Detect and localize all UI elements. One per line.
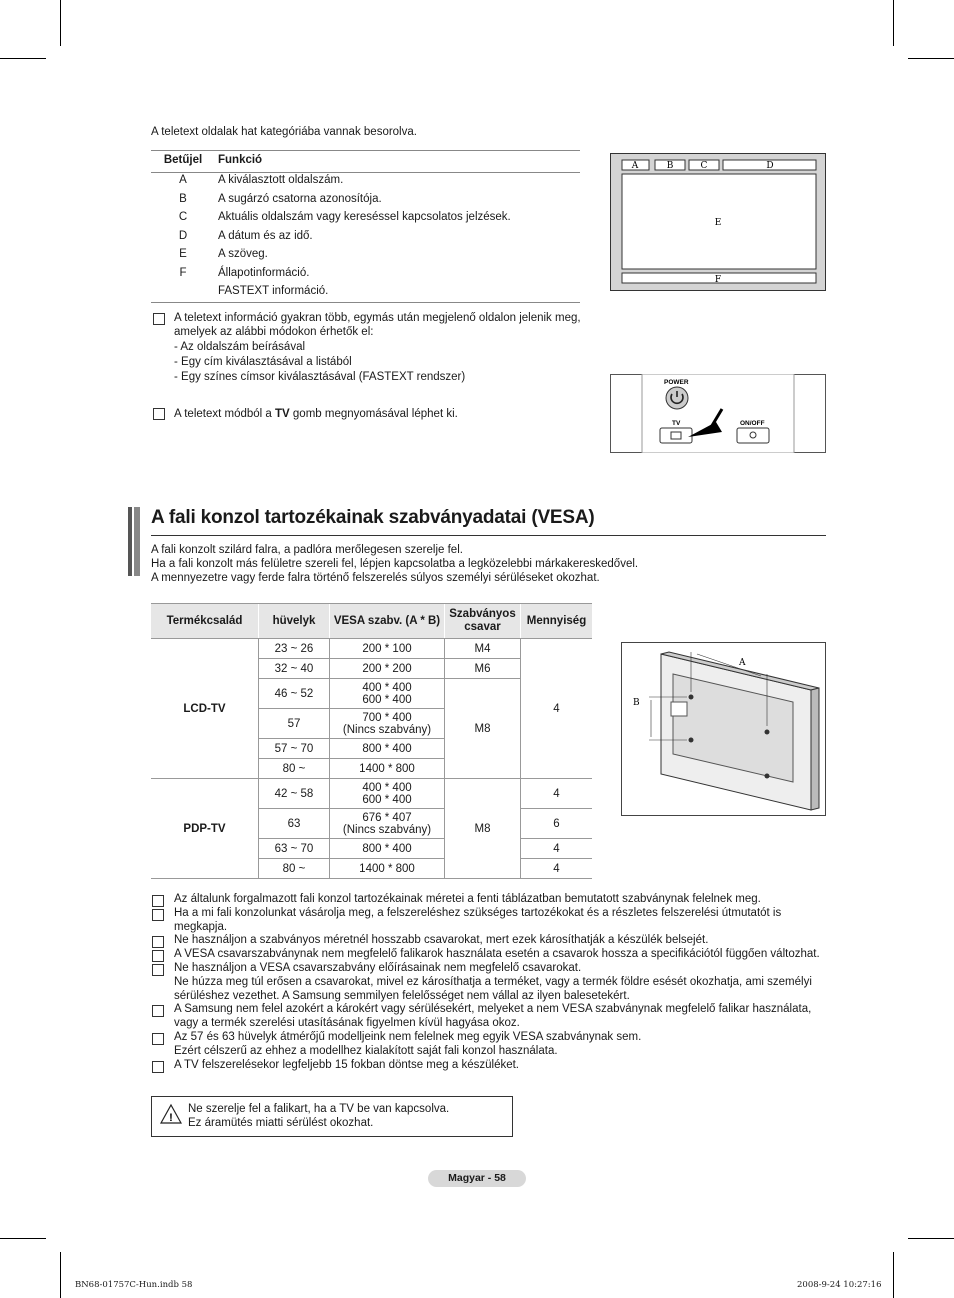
table-row: A A kiválasztott oldalszám. <box>179 174 344 186</box>
table-row: 46 ~ 52 400 * 400 600 * 400 M8 <box>151 679 592 709</box>
table-row: PDP-TV 42 ~ 58 400 * 400 600 * 400 M8 4 <box>151 779 592 809</box>
power-button <box>666 387 688 409</box>
crop-mark <box>0 1238 46 1239</box>
table-row: C Aktuális oldalszám vagy kereséssel kapcsolatos jelzések. <box>178 211 511 223</box>
table-row: B A sugárzó csatorna azonosítója. <box>179 192 382 205</box>
note-icon <box>152 895 164 907</box>
label-a: A <box>631 161 639 171</box>
crop-mark <box>60 0 61 46</box>
warning-box: ! Ne szerelje fel a falikart, ha a TV be van kapcsolva. Ez áramütés miatti sérülést okozhat. <box>151 1096 513 1137</box>
crop-mark <box>908 58 954 59</box>
notes-list <box>174 893 826 1072</box>
teletext-letter-table <box>151 150 580 297</box>
note-icon <box>153 313 165 325</box>
warning-icon <box>160 1103 182 1125</box>
header-screw: Szabványos csavar <box>445 604 521 639</box>
tv-back-diagram <box>621 642 826 816</box>
title-bar <box>134 507 140 576</box>
note-item: Az általunk forgalmazott fali konzol tartozékainak méretei a fenti táblázatban bemutatott szabványnak felelnek meg. <box>174 893 826 907</box>
section-intro: A fali konzolt szilárd falra, a padlóra merőlegesen szerelje fel. Ha a fali konzolt más felületre szereli fel, lépjen kapcsolatba a legközelebbi márkakereskedővel. A mennyezetre vagy ferde falra történő felszerelés súlyos személyi sérüléseket okozhat. <box>151 544 639 584</box>
power-label: POWER <box>664 379 689 386</box>
table-header <box>151 150 580 173</box>
footer-filename: BN68-01757C-Hun.indb 58 <box>75 1280 193 1290</box>
label-d: D <box>766 161 774 171</box>
teletext-note: A teletext információ gyakran több, egymás után megjelenő oldalon jelenik meg, amelyek az alábbi módokon érhetők el: - Az oldalszám beírásával - Egy cím kiválasztásával a listából - Egy színes címsor kiválasztásával (FASTEXT rendszer) <box>174 312 581 383</box>
crop-mark <box>908 1238 954 1239</box>
note-item: Az 57 és 63 hüvelyk átmérőjű modelljeink nem felelnek meg egyik VESA szabványnak sem. Ezért célszerű az ehhez a modellhez kialakított saját fali konzol használata. <box>174 1031 826 1059</box>
title-rule <box>151 535 826 536</box>
note-item: Ne használjon a szabványos méretnél hosszabb csavarokat, mert ezek károsíthatják a készülék belsejét. <box>174 934 826 948</box>
note-item: Ha a mi fali konzolunkat vásárolja meg, a felszereléshez szükséges tartozékokat és a részletes felszerelési útmutatót is megkapja. <box>174 907 826 935</box>
footer-timestamp: 2008-9-24 10:27:16 <box>797 1280 882 1290</box>
note-icon <box>152 1061 164 1073</box>
note-icon <box>152 909 164 921</box>
crop-mark <box>893 1252 894 1298</box>
vesa-table <box>151 603 592 879</box>
label-b: B <box>633 698 640 708</box>
note-item: A Samsung nem felel azokért a károkért vagy sérülésekért, melyeket a nem VESA szabványnak megfelelő falikar használata, vagy a termék szerelési utasításának figyelmen kívül hagyása okoz. <box>174 1003 826 1031</box>
exit-note: A teletext módból a TV gomb megnyomásával léphet ki. <box>174 408 458 420</box>
tv-button <box>660 428 692 443</box>
remote-diagram <box>610 374 826 453</box>
table-row: D A dátum és az idő. <box>178 229 313 242</box>
table-row: 63 676 * 407 (Nincs szabvány) 6 <box>151 809 592 839</box>
tv-label: TV <box>672 420 681 427</box>
crop-mark <box>60 1252 61 1298</box>
crop-mark <box>893 0 894 46</box>
note-icon <box>152 964 164 976</box>
header-letter: Betűjel <box>163 154 203 166</box>
table-row: 80 ~ 1400 * 800 4 <box>151 859 592 879</box>
table-row: 32 ~ 40 200 * 200 M6 <box>151 659 592 679</box>
label-f: F <box>714 275 722 285</box>
note-item: A TV felszerelésekor legfeljebb 15 fokban döntse meg a készüléket. <box>174 1059 826 1073</box>
section-title: A fali konzol tartozékainak szabványadatai (VESA) <box>151 507 595 528</box>
table-row: 57 ~ 70 800 * 400 <box>151 739 592 759</box>
label-c: C <box>700 161 708 171</box>
table-row: F Állapotinformáció. <box>179 266 310 279</box>
teletext-screen-diagram <box>610 153 826 291</box>
table-row: 80 ~ 1400 * 800 <box>151 759 592 779</box>
table-row: FASTEXT információ. <box>218 285 329 297</box>
table-row: E A szöveg. <box>179 248 268 260</box>
hand-icon <box>153 408 165 420</box>
note-icon <box>152 1005 164 1017</box>
crop-mark <box>0 58 46 59</box>
intro-text: A teletext oldalak hat kategóriába vannak besorolva. <box>151 126 417 138</box>
table-row: 57 700 * 400 (Nincs szabvány) <box>151 709 592 739</box>
title-bar <box>128 507 132 576</box>
note-item: Ne használjon a VESA csavarszabvány előírásainak nem megfelelő csavarokat. Ne húzza meg túl erősen a csavarokat, mivel ez károsíthatja a terméket, vagy a termék földre esését okozhatja, ami személyi sérüléshez vezethet. A Samsung semmilyen felelősséget nem vállal az ilyen balesetekért. <box>174 962 826 1003</box>
note-icon <box>152 936 164 948</box>
svg-text:!: ! <box>169 1112 173 1124</box>
table-row: LCD-TV 23 ~ 26 200 * 100 M4 4 <box>151 639 592 659</box>
table-header: Termékcsalád hüvelyk VESA szabv. (A * B) Szabványos csavar Mennyiség <box>151 604 592 639</box>
table-bottom-rule <box>151 302 580 303</box>
note-icon <box>152 1033 164 1045</box>
label-a: A <box>739 658 746 668</box>
page-number: Magyar - 58 <box>428 1170 526 1187</box>
note-item: A VESA csavarszabványnak nem megfelelő falikarok használata esetén a csavarok hossza a specifikációtól függően változhat. <box>174 948 826 962</box>
header-function: Funkció <box>218 154 263 166</box>
label-e: E <box>714 218 722 228</box>
onoff-button <box>737 428 769 443</box>
onoff-label: ON/OFF <box>740 420 765 427</box>
note-icon <box>152 950 164 962</box>
table-row: 63 ~ 70 800 * 400 4 <box>151 839 592 859</box>
label-b: B <box>666 161 674 171</box>
